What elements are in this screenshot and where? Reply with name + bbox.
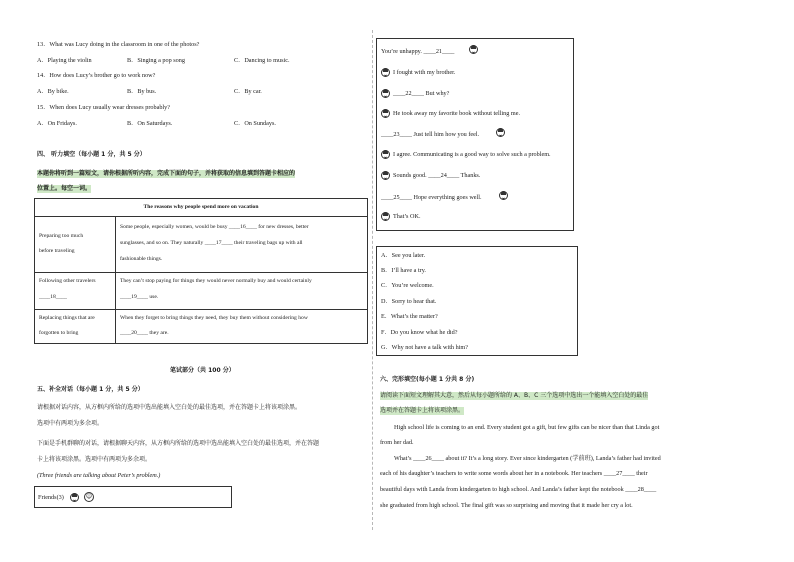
avatar-icon <box>381 89 390 98</box>
passage-line-2: from her dad. <box>380 439 414 446</box>
avatar-icon <box>70 493 79 502</box>
section-5-body-2: 卡上将该项涂黑。选项中有两项为多余项。 <box>37 456 152 463</box>
option-c: C．You’re welcome. <box>381 282 434 289</box>
option-e: E．What’s the matter? <box>381 313 438 320</box>
table-title: The reasons why people spend more on vacation <box>143 204 259 210</box>
row-2-reason-line-2: ____18____ <box>39 294 67 300</box>
chat-header-box <box>34 486 232 508</box>
option-f: F．Do you know what he did? <box>381 329 458 336</box>
q15-option-a: A．On Fridays. <box>37 120 77 127</box>
section-5-body-1: 下面是手机群聊的对话，请根据聊天内容，从方框内所给的选项中选出能填入空白处的最佳选项，并在答题 <box>37 440 320 447</box>
q15-option-b: B．On Saturdays. <box>127 120 173 127</box>
question-13: 13．What was Lucy doing in the classroom in one of the photos? <box>37 41 200 48</box>
question-14: 14．How does Lucy’s brother go to work now? <box>37 72 156 79</box>
row-2-detail-line-1: They can’t stop paying for things they would never normally buy and would certainly <box>120 278 312 284</box>
option-d: D．Sorry to hear that. <box>381 298 437 305</box>
written-part-title: 笔试部分（共 100 分） <box>170 367 235 374</box>
q13-option-c: C．Dancing to music. <box>234 57 290 64</box>
row-1-detail-line-2: sunglasses, and so on. They naturally ____17____ their traveling bags up with all <box>120 240 303 246</box>
section-6-instructions-2: 选项并在答题卡上将该项涂黑。 <box>380 407 465 414</box>
question-15: 15．When does Lucy usually wear dresses probably? <box>37 104 170 111</box>
q14-option-b: B．By bus. <box>127 88 157 95</box>
row-1-reason-line-2: before traveling <box>39 248 75 254</box>
listening-table <box>34 198 368 344</box>
option-g: G．Why not have a talk with him? <box>381 344 468 351</box>
row-2-reason-line-1: Following other travelers <box>39 278 96 284</box>
section-6-instructions-1: 请阅读下面短文理解其大意，然后从每小题所给的 A、B、C 三个选项中选出一个能填入空白处的最佳 <box>380 392 649 399</box>
scenario-note: (Three friends are talking about Peter’s problem.) <box>37 472 161 479</box>
option-b: B．I’ll have a try. <box>381 267 426 274</box>
chat-line-25: ____25____ Hope everything goes well. <box>381 194 482 201</box>
section-5-title: 五、补全对话（每小题 1 分，共 5 分） <box>37 386 144 393</box>
friends-label: Friends(3) <box>38 494 64 501</box>
passage-line-5: beautiful days with Landa from kindergarten to high school. And Landa’s father kept the notebook ____28____ <box>380 486 657 493</box>
row-2-detail-line-2: ____19____ use. <box>120 294 159 300</box>
section-4-instructions-2: 位置上。每空一词。 <box>37 185 92 192</box>
option-a: A．See you later. <box>381 252 426 259</box>
smiley-icon: ☺ <box>85 493 93 500</box>
avatar-icon <box>499 191 508 200</box>
avatar-icon <box>469 45 478 54</box>
avatar-icon <box>381 212 390 221</box>
section-5-instructions-1: 请根据对话内容，从方框内所给的选项中选出能填入空白处的最佳选项，并在答题卡上将该项涂黑。 <box>37 404 302 411</box>
row-1-detail-line-3: fashionable things. <box>120 256 163 262</box>
q13-option-b: B．Singing a pop song <box>127 57 185 64</box>
q15-option-c: C．On Sundays. <box>234 120 276 127</box>
row-1-reason-line-1: Preparing too much <box>39 233 84 239</box>
chat-line-agree: I agree. Communicating is a good way to solve such a problem. <box>393 151 551 158</box>
row-3-reason-line-1: Replacing things that are <box>39 315 95 321</box>
section-4-title: 四、 听力填空（每小题 1 分，共 5 分） <box>37 151 146 158</box>
passage-line-3: What’s ____26____ about it? It’s a long story. Ever since kindergarten (学前班), Landa’s father had invited <box>394 455 661 462</box>
chat-line-22: ____22____ But why? <box>393 90 450 97</box>
chat-line-fight: I fought with my brother. <box>393 69 456 76</box>
chat-line-21: You’re unhappy. ____21____ <box>381 48 455 55</box>
avatar-icon <box>496 128 505 137</box>
q14-option-a: A．By bike. <box>37 88 69 95</box>
row-3-detail-line-1: When they forget to bring things they need, they buy them without considering how <box>120 315 308 321</box>
row-1-detail-line-1: Some people, especially women, would be busy ____16____ for new dresses, better <box>120 224 309 230</box>
avatar-icon <box>381 109 390 118</box>
chat-line-book: He took away my favorite book without telling me. <box>393 110 520 117</box>
section-5-instructions-2: 选项中有两项为多余项。 <box>37 420 104 427</box>
row-3-detail-line-2: ____20____ they are. <box>120 330 169 336</box>
section-4-instructions-1: 本题你将听到一篇短文，请你根据所听内容，完成下面的句子，并将获取的信息填到答题卡相应的 <box>37 170 296 177</box>
chat-line-ok: That’s OK. <box>393 213 421 220</box>
avatar-icon <box>381 171 390 180</box>
avatar-icon <box>381 68 390 77</box>
chat-box <box>376 38 574 231</box>
passage-line-1: High school life is coming to an end. Every student got a gift, but few gifts can be nicer than that Linda got <box>394 424 660 431</box>
avatar-icon <box>381 150 390 159</box>
passage-line-4: each of his daughter’s teachers to write some words about her in a notebook. Her teachers ____27____ their <box>380 470 648 477</box>
q13-option-a: A．Playing the violin <box>37 57 92 64</box>
passage-line-6: she graduated from high school. The final gift was so surprising and moving that it made her cry a lot. <box>380 502 633 509</box>
chat-line-24: Sounds good. ____24____ Thanks. <box>393 172 481 179</box>
chat-line-23: ____23____ Just tell him how you feel. <box>381 131 480 138</box>
row-3-reason-line-2: forgotten to bring <box>39 330 79 336</box>
q14-option-c: C．By car. <box>234 88 262 95</box>
section-6-title: 六、完形填空(每小题 1 分共 8 分) <box>380 376 475 383</box>
options-box <box>376 246 578 356</box>
column-divider <box>372 30 373 530</box>
